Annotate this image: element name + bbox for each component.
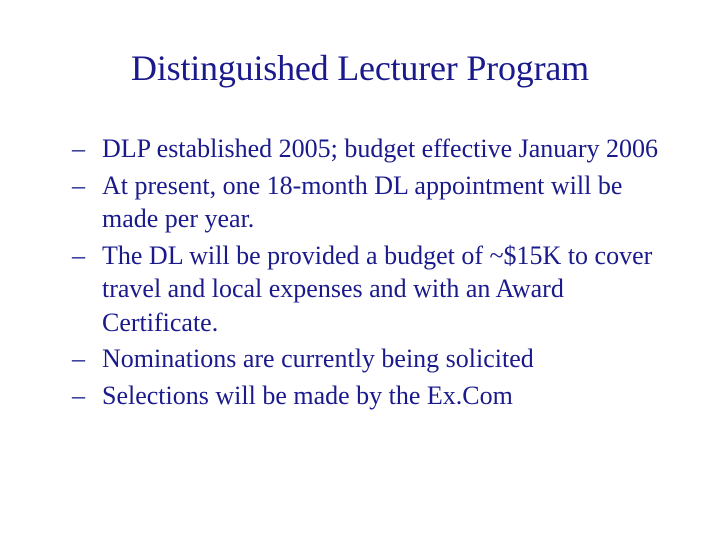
bullet-item [72, 132, 682, 166]
bullet-text: Nominations are currently being solicited [102, 344, 534, 373]
bullet-text: At present, one 18-month DL appointment will be made per year. [102, 170, 623, 233]
bullet-item [72, 239, 682, 340]
bullet-text: The DL will be provided a budget of ~$15K to cover travel and local expenses and with an Award Certificate. [102, 240, 653, 337]
bullet-item [72, 169, 682, 236]
dash-marker: – [72, 170, 85, 200]
bullet-item [72, 379, 682, 413]
bullet-text: DLP established 2005; budget effective January 2006 [102, 134, 658, 163]
bullet-list [72, 132, 682, 415]
bullet-text: Selections will be made by the Ex.Com [102, 380, 513, 410]
dash-marker: – [72, 380, 85, 410]
dash-marker: – [72, 240, 85, 270]
slide-title: Distinguished Lecturer Program [131, 48, 589, 88]
dash-marker: – [72, 134, 85, 163]
bullet-item [72, 342, 682, 376]
dash-marker: – [72, 344, 85, 373]
